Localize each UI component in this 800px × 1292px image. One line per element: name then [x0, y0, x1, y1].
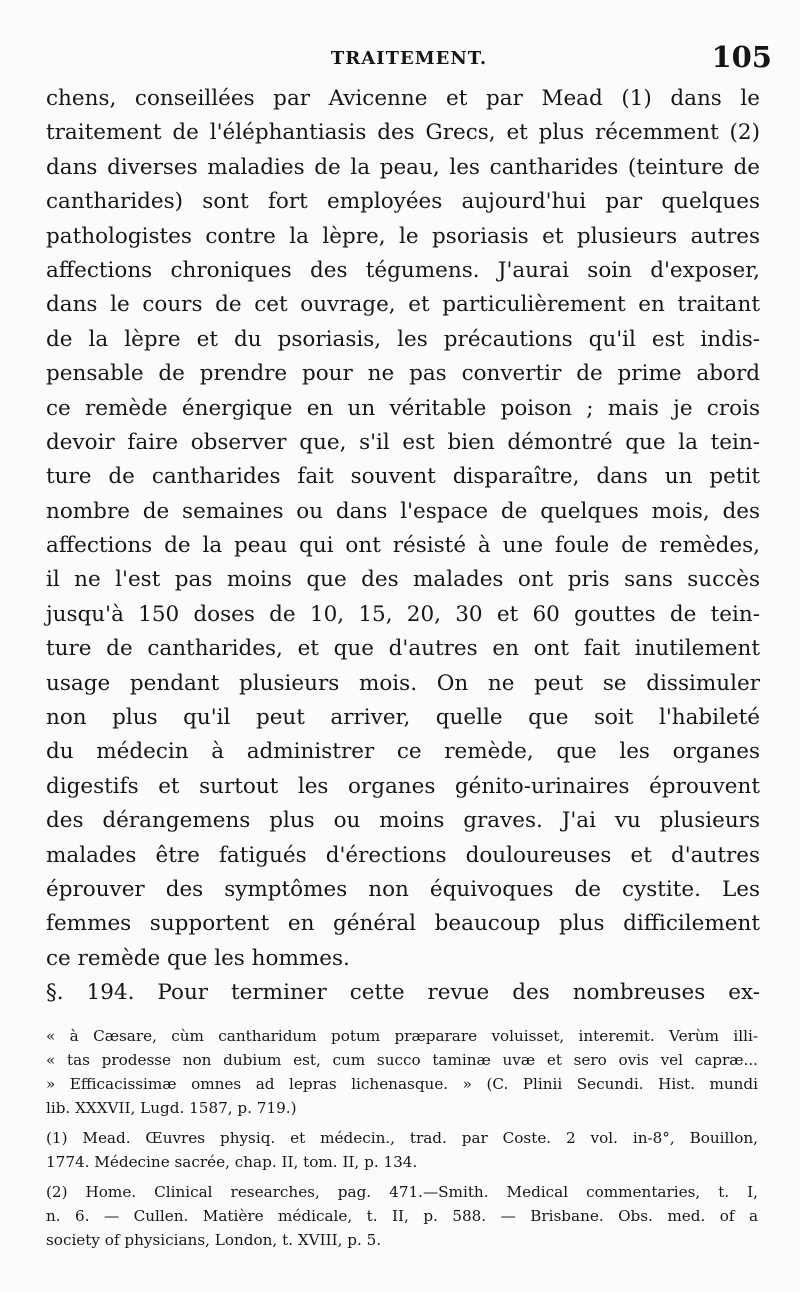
section-start-line: §. 194. Pour terminer cette revue des nombreuses ex- — [46, 980, 760, 1006]
text-line: ce remède énergique en un véritable poison ; mais je crois — [46, 395, 760, 421]
footnote-quote-line: « à Cæsare, cùm cantharidum potum præparare voluisset, interemit. Verùm illi- — [46, 1027, 758, 1045]
page-header — [46, 40, 772, 74]
footnote-1-line: (1) Mead. Œuvres physiq. et médecin., trad. par Coste. 2 vol. in-8°, Bouillon, — [46, 1129, 758, 1147]
text-line: éprouver des symptômes non équivoques de cystite. Les — [46, 876, 760, 902]
running-title: TRAITEMENT. — [330, 48, 488, 69]
text-line: affections chroniques des tégumens. J'aurai soin d'exposer, — [46, 257, 760, 283]
footnote-2-line: society of physicians, London, t. XVIII, p. 5. — [46, 1231, 382, 1249]
text-line: cantharides) sont fort employées aujourd'hui par quelques — [46, 189, 760, 215]
page-number: 105 — [711, 40, 772, 74]
footnote-2-line: n. 6. — Cullen. Matière médicale, t. II, p. 588. — Brisbane. Obs. med. of a — [46, 1207, 758, 1225]
text-line: pathologistes contre la lèpre, le psoriasis et plusieurs autres — [46, 223, 760, 249]
text-line: traitement de l'éléphantiasis des Grecs, et plus récemment (2) — [46, 120, 760, 146]
text-line: non plus qu'il peut arriver, quelle que soit l'habileté — [46, 705, 760, 731]
text-line: pensable de prendre pour ne pas convertir de prime abord — [46, 361, 760, 387]
text-line: malades être fatigués d'érections douloureuses et d'autres — [46, 842, 760, 868]
footnotes — [46, 1024, 758, 1252]
text-line: de la lèpre et du psoriasis, les précautions qu'il est indis- — [46, 326, 760, 352]
text-line: usage pendant plusieurs mois. On ne peut se dissimuler — [46, 670, 760, 696]
text-line: dans le cours de cet ouvrage, et particulièrement en traitant — [46, 292, 760, 318]
text-line: dans diverses maladies de la peau, les cantharides (teinture de — [46, 154, 760, 180]
text-line: du médecin à administrer ce remède, que les organes — [46, 739, 760, 765]
text-line: affections de la peau qui ont résisté à une foule de remèdes, — [46, 533, 760, 559]
text-line: jusqu'à 150 doses de 10, 15, 20, 30 et 60 gouttes de tein- — [46, 601, 760, 627]
text-line: devoir faire observer que, s'il est bien démontré que la tein- — [46, 429, 760, 455]
main-text — [46, 82, 760, 1011]
text-line: ture de cantharides fait souvent disparaître, dans un petit — [46, 464, 760, 490]
footnote-2-line: (2) Home. Clinical researches, pag. 471.—Smith. Medical commentaries, t. I, — [46, 1183, 758, 1201]
footnote-quote-line: » Efficacissimæ omnes ad lepras lichenasque. » (C. Plinii Secundi. Hist. mundi — [46, 1075, 758, 1093]
text-line: nombre de semaines ou dans l'espace de quelques mois, des — [46, 498, 760, 524]
text-line: digestifs et surtout les organes génito-urinaires éprouvent — [46, 773, 760, 799]
text-line: chens, conseillées par Avicenne et par Mead (1) dans le — [46, 86, 760, 111]
text-line: ture de cantharides, et que d'autres en ont fait inutilement — [46, 636, 760, 662]
text-line: femmes supportent en général beaucoup plus difficilement — [46, 911, 760, 937]
text-line: des dérangemens plus ou moins graves. J'ai vu plusieurs — [46, 808, 760, 834]
text-line: il ne l'est pas moins que des malades ont pris sans succès — [46, 567, 760, 593]
text-line: ce remède que les hommes. — [46, 945, 350, 971]
footnote-quote-line: « tas prodesse non dubium est, cum succo taminæ uvæ et sero ovis vel capræ... — [46, 1051, 758, 1069]
footnote-1-line: 1774. Médecine sacrée, chap. II, tom. II, p. 134. — [46, 1153, 418, 1171]
footnote-quote-line: lib. XXXVII, Lugd. 1587, p. 719.) — [46, 1099, 297, 1117]
